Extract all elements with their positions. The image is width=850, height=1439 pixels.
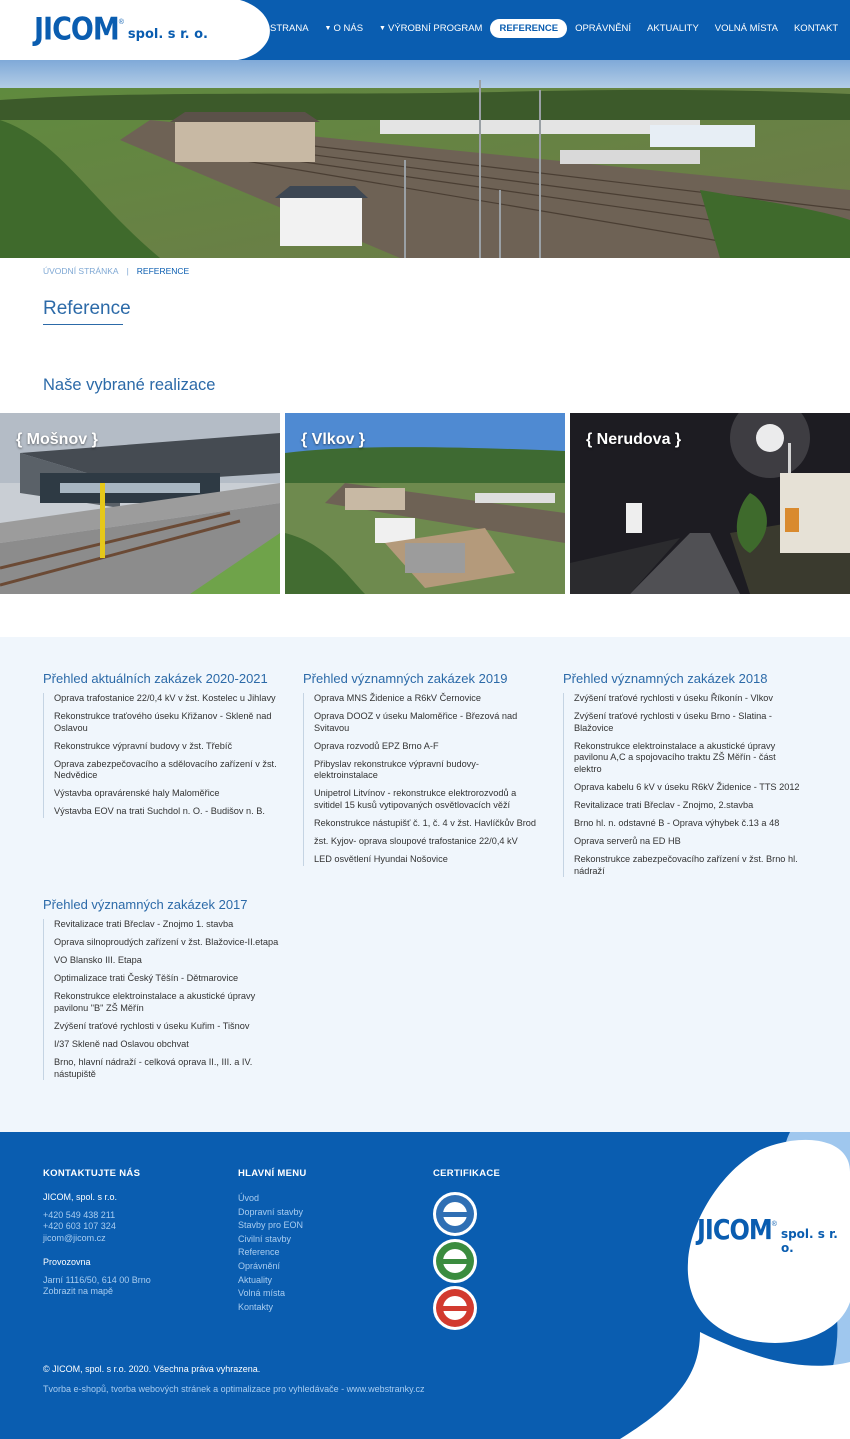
footer-certificates <box>433 1168 500 1333</box>
list-item: Oprava silnoproudých zařízení v žst. Blažovice-II.etapa <box>54 937 279 948</box>
projects-overview <box>0 637 850 1132</box>
footer-heading: HLAVNÍ MENU <box>238 1168 307 1179</box>
footer-logo[interactable] <box>697 1213 850 1255</box>
column-title: Přehled významných zakázek 2017 <box>43 897 248 912</box>
logo-registered-mark: ® <box>118 19 124 26</box>
logo-subtitle: spol. s r. o. <box>127 27 208 42</box>
project-list <box>43 693 283 818</box>
main-nav <box>262 19 846 38</box>
phone-link[interactable]: +420 549 438 211 <box>43 1209 116 1220</box>
list-item: Oprava kabelu 6 kV v úseku R6kV Židenice - TTS 2012 <box>574 781 800 792</box>
project-list <box>43 919 283 1080</box>
list-item: Optimalizace trati Český Těšín - Dětmarovice <box>54 973 239 984</box>
project-list <box>563 693 803 877</box>
footer-contact <box>43 1168 151 1298</box>
footer-menu-link[interactable]: Stavby pro EON <box>238 1220 304 1231</box>
list-item: LED osvětlení Hyundai Nošovice <box>314 854 448 865</box>
list-item: Přibyslav rekonstrukce výpravní budovy- elektroinstalace <box>314 758 479 781</box>
footer-menu-link[interactable]: Reference <box>238 1247 280 1258</box>
projects-column-2019 <box>303 671 543 872</box>
nav-item-reference[interactable]: REFERENCE <box>490 19 567 38</box>
reference-cards <box>0 413 850 594</box>
logo-text: JICOM <box>697 1213 772 1247</box>
list-item: Výstavba opravárenské haly Maloměřice <box>54 788 220 799</box>
footer-heading: CERTIFIKACE <box>433 1168 501 1179</box>
footer-menu-link[interactable]: Civilní stavby <box>238 1233 292 1244</box>
footer-menu-link[interactable]: Kontakty <box>238 1301 274 1312</box>
hero-image-railway-station <box>0 60 850 258</box>
card-label-nerudova: { Nerudova } <box>586 431 682 448</box>
nav-item-aktuality[interactable]: AKTUALITY <box>647 23 699 34</box>
projects-column-2017 <box>43 897 283 1087</box>
projects-column-2020-2021 <box>43 671 283 825</box>
list-item: Revitalizace trati Břeclav - Znojmo 1. stavba <box>54 919 234 929</box>
list-item: Oprava MNS Židenice a R6kV Černovice <box>314 693 481 703</box>
nav-item-o-nas[interactable]: ▼ O NÁS <box>324 23 364 34</box>
phone-link[interactable]: +420 603 107 324 <box>43 1221 116 1231</box>
breadcrumb-separator: | <box>126 266 129 276</box>
list-item: Oprava serverů na ED HB <box>574 836 681 847</box>
logo-text: JICOM <box>34 11 119 48</box>
caret-down-icon: ▼ <box>379 25 386 32</box>
footer-main-menu <box>238 1168 307 1314</box>
list-item: Oprava DOOZ v úseku Maloměřice - Březová nad Svitavou <box>314 711 518 733</box>
site-footer <box>0 1132 850 1439</box>
page-title: Reference <box>43 298 131 319</box>
site-header <box>0 0 850 60</box>
logo-registered-mark: ® <box>771 1221 777 1228</box>
footer-menu-link[interactable]: Volná místa <box>238 1288 286 1299</box>
list-item: Výstavba EOV na trati Suchdol n. O. - Budišov n. B. <box>54 806 265 817</box>
credits-link[interactable]: Tvorba e-shopů, tvorba webových stránek a optimalizace pro vyhledávače - www.webstranky.cz <box>43 1384 425 1394</box>
list-item: Unipetrol Litvínov - rekonstrukce elektrorozvodů a svitidel 15 kusů vytipovaných osvětlovacích věží <box>314 788 517 810</box>
project-list <box>303 693 543 866</box>
list-item: žst. Kyjov- oprava sloupové trafostanice 22/0,4 kV <box>314 836 518 847</box>
copyright: © JICOM, spol. s r.o. 2020. Všechna práva vyhrazena. <box>43 1364 261 1374</box>
email-link[interactable]: jicom@jicom.cz <box>43 1232 106 1243</box>
list-item: VO Blansko III. Etapa <box>54 955 142 966</box>
reference-card-vlkov[interactable] <box>285 413 565 594</box>
column-title: Přehled významných zakázek 2019 <box>303 671 508 686</box>
nav-item-vyrobni-program[interactable]: ▼ VÝROBNÍ PROGRAM <box>379 23 483 34</box>
map-link[interactable]: Zobrazit na mapě <box>43 1286 114 1296</box>
logo[interactable] <box>34 11 208 48</box>
logo-subtitle: spol. s r. o. <box>780 1227 838 1255</box>
list-item: Brno hl. n. odstavné B - Oprava výhybek č.13 a 48 <box>574 817 780 828</box>
certificate-badge-icon[interactable] <box>433 1239 477 1283</box>
list-item: Rekonstrukce nástupišť č. 1, č. 4 v žst. Havlíčkův Brod <box>314 817 536 828</box>
breadcrumb-home-link[interactable]: ÚVODNÍ STRÁNKA <box>43 266 119 276</box>
list-item: Oprava zabezpečovacího a sdělovacího zařízení v žst. Nedvědice <box>54 758 277 781</box>
list-item: Oprava trafostanice 22/0,4 kV v žst. Kostelec u Jihlavy <box>54 693 276 703</box>
list-item: Rekonstrukce zabezpečovacího zařízení v žst. Brno hl. nádraží <box>574 854 798 876</box>
certificate-badge-icon[interactable] <box>433 1192 477 1236</box>
list-item: Rekonstrukce elektroinstalace a akustické úpravy pavilonu "B" ZŠ Měřín <box>54 991 256 1013</box>
section-title: Naše vybrané realizace <box>43 376 216 394</box>
list-item: Rekonstrukce elektroinstalace a akustické úpravy pavilonu A,C a spojovacího traktu ZŠ Měřín - část elektro <box>574 740 776 774</box>
reference-card-mosnov[interactable] <box>0 413 280 594</box>
list-item: I/37 Skleně nad Oslavou obchvat <box>54 1039 189 1050</box>
list-item: Oprava rozvodů EPZ Brno A-F <box>314 740 439 751</box>
nav-item-kontakt[interactable]: KONTAKT <box>793 23 839 34</box>
nav-item-volna-mista[interactable]: VOLNÁ MÍSTA <box>714 23 778 34</box>
list-item: Rekonstrukce výpravní budovy v žst. Třebíč <box>54 740 233 751</box>
office-heading: Provozovna <box>43 1257 91 1267</box>
footer-menu-link[interactable]: Dopravní stavby <box>238 1206 304 1217</box>
list-item: Rekonstrukce traťového úseku Křižanov - Skleně nad Oslavou <box>54 711 272 733</box>
list-item: Zvýšení traťové rychlosti v úseku Brno - Slatina - Blažovice <box>574 711 772 733</box>
breadcrumb <box>43 266 189 276</box>
footer-menu-link[interactable]: Aktuality <box>238 1274 273 1285</box>
footer-menu-link[interactable]: Úvod <box>238 1193 260 1203</box>
certificate-badge-icon[interactable] <box>433 1286 477 1330</box>
footer-heading: KONTAKTUJTE NÁS <box>43 1168 141 1179</box>
reference-card-nerudova[interactable] <box>570 413 850 594</box>
breadcrumb-current: REFERENCE <box>136 266 190 276</box>
company-name: JICOM, spol. s r.o. <box>43 1192 118 1202</box>
list-item: Zvýšení traťové rychlosti v úseku Kuřim - Tišnov <box>54 1020 250 1031</box>
column-title: Přehled významných zakázek 2018 <box>563 671 768 686</box>
list-item: Revitalizace trati Břeclav - Znojmo, 2.stavba <box>574 799 754 810</box>
list-item: Zvýšení traťové rychlosti v úseku Říkonín - Vlkov <box>574 693 774 703</box>
title-underline <box>43 324 123 325</box>
caret-down-icon: ▼ <box>324 25 332 32</box>
nav-item-uvodni-strana[interactable]: STRANA <box>270 23 309 34</box>
card-label-vlkov: { Vlkov } <box>301 431 366 448</box>
projects-column-2018 <box>563 671 803 884</box>
card-label-mosnov: { Mošnov } <box>16 431 98 448</box>
column-title: Přehled aktuálních zakázek 2020-2021 <box>43 671 268 686</box>
footer-menu-link[interactable]: Oprávnění <box>238 1260 281 1271</box>
nav-item-opravneni[interactable]: OPRÁVNĚNÍ <box>575 23 632 34</box>
office-address: Jarní 1116/50, 614 00 Brno <box>43 1274 151 1285</box>
list-item: Brno, hlavní nádraží - celková oprava II., III. a IV. nástupiště <box>54 1057 253 1079</box>
